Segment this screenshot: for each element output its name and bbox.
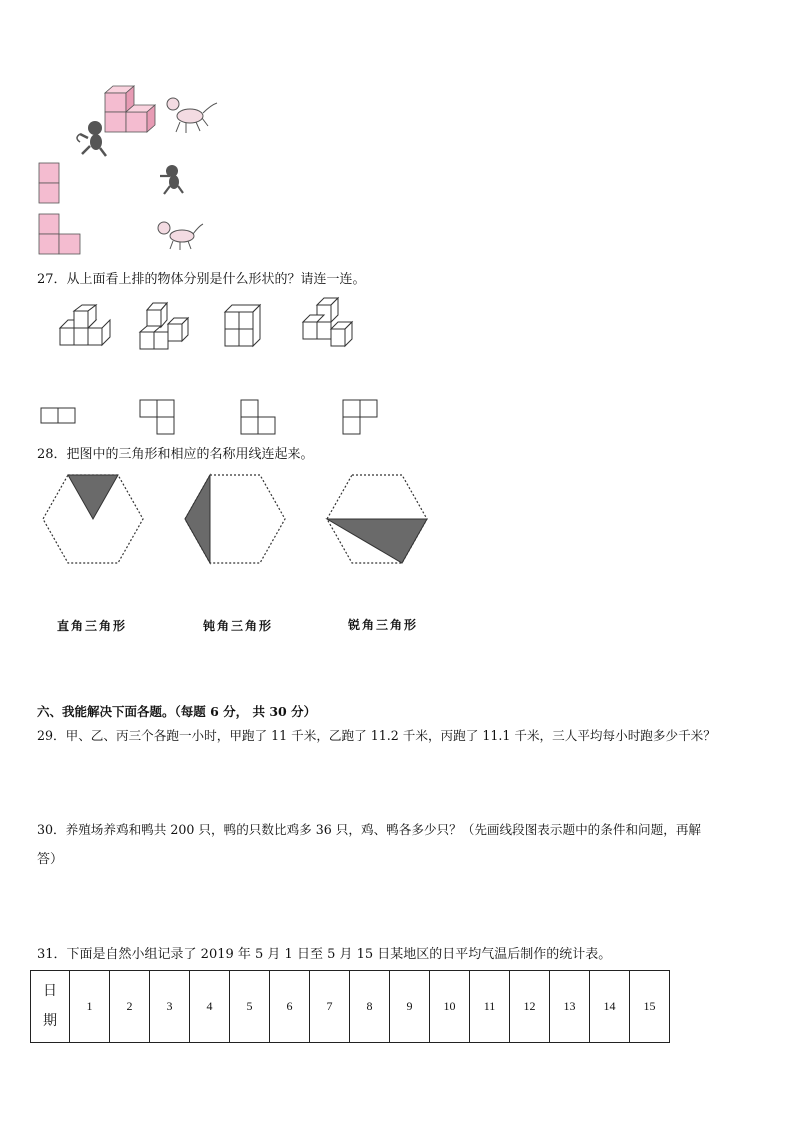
table-cell-day: 6: [270, 971, 310, 1043]
top-view-2: [140, 400, 174, 434]
top-view-3: [241, 400, 275, 434]
dog-icon: [167, 98, 217, 133]
cube-view-figure: [30, 80, 220, 260]
cube-object-4: [303, 298, 352, 346]
cube-objects-row: [50, 295, 370, 355]
top-view-4: [343, 400, 377, 434]
table-cell-day: 14: [590, 971, 630, 1043]
table-cell-day: 1: [70, 971, 110, 1043]
table-cell-day: 5: [230, 971, 270, 1043]
dog-icon: [158, 222, 203, 250]
table-header-char-2: 期: [43, 1013, 57, 1029]
cube-object-3: [225, 305, 260, 346]
table-header-char-1: 日: [43, 983, 57, 999]
triangle-name-3: 锐角三角形: [348, 618, 419, 632]
monkey-icon: [160, 165, 183, 194]
question-28: 28．把图中的三角形和相应的名称用线连起来。: [37, 447, 314, 462]
table-cell-day: 4: [190, 971, 230, 1043]
table-header-date: [31, 971, 70, 1043]
table-row: [31, 971, 670, 1043]
table-cell-day: 11: [470, 971, 510, 1043]
table-cell-day: 3: [150, 971, 190, 1043]
question-31: 31．下面是自然小组记录了 2019 年 5 月 1 日至 5 月 15 日某地区的日平均气温后制作的统计表。: [37, 947, 612, 962]
temperature-table: [30, 970, 670, 1043]
table-cell-day: 13: [550, 971, 590, 1043]
hexagon-triangles: [40, 470, 440, 570]
top-view-1: [41, 408, 75, 423]
triangle-name-2: 钝角三角形: [203, 619, 274, 633]
table-cell-day: 12: [510, 971, 550, 1043]
top-view-options-row: [38, 398, 383, 438]
table-cell-day: 2: [110, 971, 150, 1043]
cube-object-2: [140, 303, 188, 349]
table-cell-day: 8: [350, 971, 390, 1043]
table-cell-day: 15: [630, 971, 670, 1043]
question-29: 29．甲、乙、丙三个各跑一小时，甲跑了 11 千米，乙跑了 11.2 千米，丙跑了 11.1 千米，三人平均每小时跑多少千米？: [37, 728, 716, 743]
triangle-name-1: 直角三角形: [57, 619, 128, 633]
cube-object-1: [60, 305, 110, 345]
shaded-triangle-2: [185, 475, 210, 563]
table-cell-day: 7: [310, 971, 350, 1043]
question-30-line1: 30．养殖场养鸡和鸭共 200 只，鸭的只数比鸡多 36 只，鸡、鸭各多少只？（先画线段图表示题中的条件和问题，再解: [37, 822, 702, 837]
table-cell-day: 10: [430, 971, 470, 1043]
monkey-icon: [77, 121, 106, 156]
question-30-line2: 答）: [37, 852, 64, 867]
question-27: 27．从上面看上排的物体分别是什么形状的？请连一连。: [37, 272, 366, 287]
section-6-title: 六、我能解决下面各题。（每题 6 分， 共 30 分）: [37, 704, 317, 719]
table-cell-day: 9: [390, 971, 430, 1043]
